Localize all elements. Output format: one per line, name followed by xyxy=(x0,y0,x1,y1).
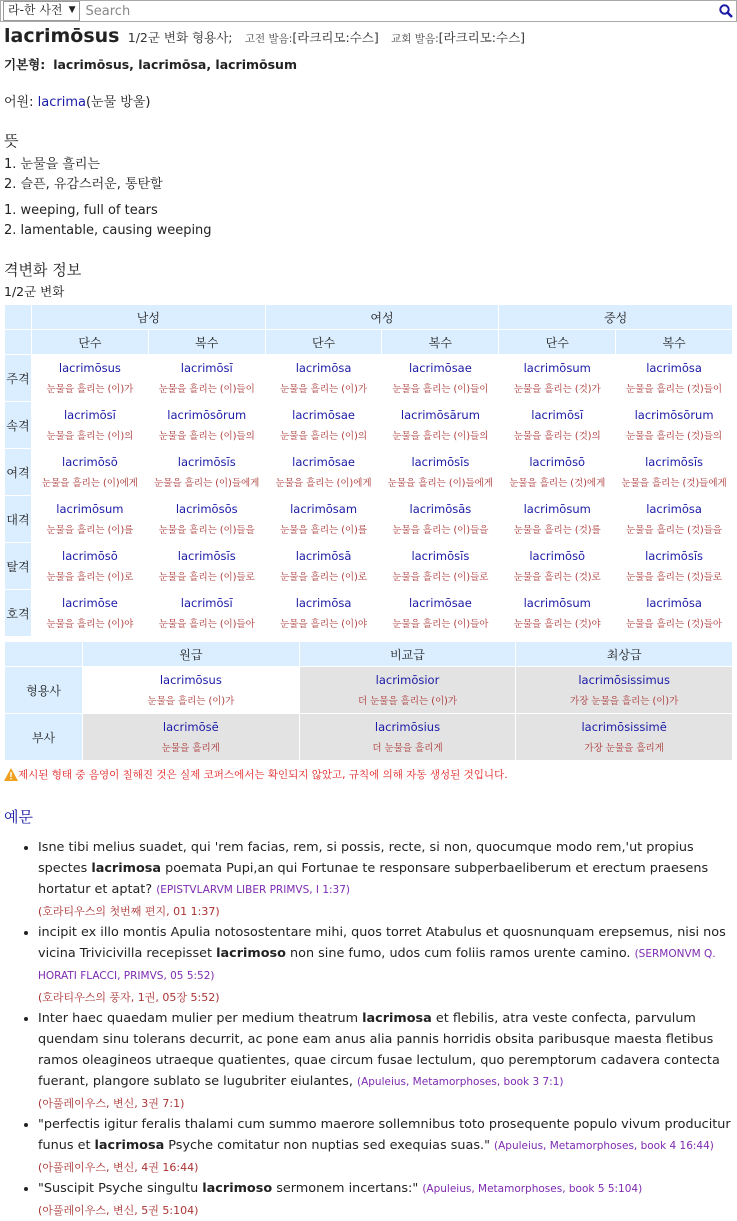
lemma: lacrimōsus xyxy=(4,25,120,47)
case-label: 호격 xyxy=(5,590,32,637)
comparison-form-link[interactable]: lacrimōsus xyxy=(159,673,222,687)
comparison-cell xyxy=(299,714,516,761)
meaning-heading: 뜻 xyxy=(4,132,19,150)
inflected-form-link[interactable]: lacrimōsī xyxy=(180,361,233,375)
comparison-cell xyxy=(83,714,300,761)
comparison-cell xyxy=(516,714,733,761)
declension-cell xyxy=(382,496,499,543)
basic-forms-label: 기본형: xyxy=(4,57,46,72)
examples-heading: 예문 xyxy=(4,808,33,826)
header-blank xyxy=(5,330,32,355)
declension-cell xyxy=(265,496,382,543)
comparison-label: 형용사 xyxy=(5,667,83,714)
example-keyword: lacrimosa xyxy=(94,1138,165,1153)
example-keyword: lacrimosa xyxy=(362,1011,432,1026)
form-meaning: 눈물을 흘리는 (이)들을 xyxy=(158,525,255,536)
example-text: "perfectis igitur feralis thalami cum summo maerore sollemnibus toto prosequente populo vivum producitur funus et xyxy=(38,1117,731,1153)
inflected-form-link[interactable]: lacrimōsīs xyxy=(177,455,236,469)
number-singular: 단수 xyxy=(265,330,382,355)
inflected-form-link[interactable]: lacrimōsa xyxy=(646,596,702,610)
form-meaning: 눈물을 흘리는 (이)야 xyxy=(280,619,367,630)
example-translation: (아풀레이우스, 변신, 3권 7:1) xyxy=(38,1097,185,1110)
declension-cell xyxy=(616,543,733,590)
comparison-form-link[interactable]: lacrimōsior xyxy=(375,673,440,687)
gender-neuter: 중성 xyxy=(499,305,733,330)
example-text: Isne tibi melius suadet, qui 'rem facias, rem, si possis, recte, si non, quocumque modo rem,'ut propius spectes xyxy=(38,840,694,876)
form-meaning: 눈물을 흘리는 (이)들아 xyxy=(392,619,489,630)
example-source-link[interactable]: (Apuleius, Metamorphoses, book 4 16:44) xyxy=(494,1140,714,1152)
gender-masculine: 남성 xyxy=(32,305,266,330)
definition-item: 2. lamentable, causing weeping xyxy=(4,223,212,238)
form-meaning: 눈물을 흘리는 (이)들아 xyxy=(158,619,255,630)
header-blank xyxy=(5,305,32,330)
number-plural: 복수 xyxy=(382,330,499,355)
declension-cell xyxy=(148,449,265,496)
inflected-form-link[interactable]: lacrimōsō xyxy=(62,549,118,563)
english-definitions xyxy=(4,201,733,241)
form-meaning: 눈물을 흘리는 (이)가 xyxy=(147,696,235,707)
dictionary-select-value: 라-한 사전 xyxy=(8,3,63,17)
declension-cell xyxy=(148,496,265,543)
church-pron-label: 교회 발음: xyxy=(391,33,439,45)
form-meaning: 눈물을 흘리는 (것)를 xyxy=(513,525,601,536)
declension-cell xyxy=(32,543,149,590)
declension-cell xyxy=(32,449,149,496)
part-of-speech: 1/2군 변화 형용사; xyxy=(127,30,233,45)
definition-item: 1. 눈물을 흘리는 xyxy=(4,157,101,172)
comparison-label: 부사 xyxy=(5,714,83,761)
comparison-row xyxy=(5,714,733,761)
example-keyword: lacrimosa xyxy=(91,861,162,876)
korean-definitions xyxy=(4,155,733,195)
declension-row xyxy=(5,355,733,402)
inflected-form-link[interactable]: lacrimōsae xyxy=(292,408,355,422)
declension-cell xyxy=(32,355,149,402)
comparison-cell xyxy=(83,667,300,714)
form-meaning: 눈물을 흘리는 (이)를 xyxy=(280,525,367,536)
declension-cell xyxy=(265,355,382,402)
declension-cell xyxy=(616,449,733,496)
declension-cell xyxy=(499,590,616,637)
form-meaning: 눈물을 흘리는 (것)가 xyxy=(513,384,601,395)
basic-forms xyxy=(4,55,733,73)
inflected-form-link[interactable]: lacrimōsī xyxy=(63,408,116,422)
form-meaning: 눈물을 흘리는 (이)의 xyxy=(280,431,367,442)
example-keyword: lacrimoso xyxy=(216,946,286,961)
example-source-link[interactable]: (EPISTVLARVM LIBER PRIMVS, I 1:37) xyxy=(156,884,351,896)
comparison-cell xyxy=(299,667,516,714)
comp-positive: 원급 xyxy=(83,642,300,667)
form-meaning: 눈물을 흘리는 (이)들의 xyxy=(392,431,489,442)
declension-cell xyxy=(265,402,382,449)
form-meaning: 눈물을 흘리는 (이)로 xyxy=(280,572,367,583)
declension-cell xyxy=(148,543,265,590)
example-translation: (아풀레이우스, 변신, 4권 16:44) xyxy=(38,1161,199,1174)
inflected-form-link[interactable]: lacrimōsae xyxy=(408,361,472,375)
example-item xyxy=(38,1114,733,1178)
form-meaning: 눈물을 흘리는 (이)들이 xyxy=(158,384,255,395)
definition-item: 1. weeping, full of tears xyxy=(4,203,158,218)
comparison-table xyxy=(4,641,733,761)
inflected-form-link[interactable]: lacrimōsum xyxy=(523,361,591,375)
declension-cell xyxy=(382,355,499,402)
inflected-form-link[interactable]: lacrimōsīs xyxy=(411,549,470,563)
inflected-form-link[interactable]: lacrimōsa xyxy=(295,361,352,375)
form-meaning: 눈물을 흘리는 (것)들을 xyxy=(626,525,723,536)
inflected-form-link[interactable]: lacrimōsōrum xyxy=(634,408,714,422)
inflected-form-link[interactable]: lacrimōsa xyxy=(295,596,352,610)
search-icon[interactable] xyxy=(716,1,736,21)
number-singular: 단수 xyxy=(32,330,149,355)
form-meaning: 눈물을 흘리는 (이)들로 xyxy=(392,572,489,583)
declension-cell xyxy=(499,496,616,543)
chevron-down-icon: ▼ xyxy=(68,5,76,15)
basic-forms-value: lacrimōsus, lacrimōsa, lacrimōsum xyxy=(53,57,297,72)
form-meaning: 눈물을 흘리는 (이)가 xyxy=(46,384,134,395)
form-meaning: 눈물을 흘리는 (것)들에게 xyxy=(621,478,727,489)
inflected-form-link[interactable]: lacrimōsus xyxy=(58,361,121,375)
case-label: 속격 xyxy=(5,402,32,449)
inflected-form-link[interactable]: lacrimōsā xyxy=(295,549,352,563)
declension-cell xyxy=(265,590,382,637)
example-text: poemata Pupi,an qui Fortunae te responsare subperbaeliberum et erectum praesens hortatur et aptat? xyxy=(38,861,709,897)
form-meaning: 눈물을 흘리는 (것)들의 xyxy=(626,431,723,442)
form-meaning: 눈물을 흘리는 (이)로 xyxy=(46,572,134,583)
inflected-form-link[interactable]: lacrimōsō xyxy=(62,455,118,469)
example-source-link[interactable]: (Apuleius, Metamorphoses, book 5 5:104) xyxy=(422,1183,643,1195)
declension-cell xyxy=(499,355,616,402)
form-meaning: 눈물을 흘리는 (이)들에게 xyxy=(154,478,260,489)
example-source-link[interactable]: (Apuleius, Metamorphoses, book 3 7:1) xyxy=(356,1076,564,1088)
gender-feminine: 여성 xyxy=(265,305,499,330)
form-meaning: 눈물을 흘리는 (것)의 xyxy=(513,431,601,442)
inflected-form-link[interactable]: lacrimōsīs xyxy=(645,549,704,563)
inflected-form-link[interactable]: lacrimōsīs xyxy=(411,455,470,469)
example-text: et flebilis, atra veste confecta, parvulum quendam sinu tolerans decurrit, ac pone eam anus alia pannis horridis obsita paribusque maesta fletibus ramos oleagineos utraeque quatientes, quae circum fusae lectulum, quo peremptorum cadavera contecta fuerant, plangore sublato se lugubriter eiulantes, xyxy=(38,1011,720,1089)
form-meaning: 더 눈물을 흘리게 xyxy=(372,743,443,754)
declension-cell xyxy=(499,402,616,449)
inflected-form-link[interactable]: lacrimōsum xyxy=(56,502,124,516)
form-meaning: 눈물을 흘리는 (이)들이 xyxy=(392,384,489,395)
form-meaning: 눈물을 흘리는 (이)에게 xyxy=(275,478,372,489)
inflected-form-link[interactable]: lacrimōsās xyxy=(409,502,472,516)
example-translation: (아풀레이우스, 변신, 5권 5:104) xyxy=(38,1204,199,1217)
form-meaning: 눈물을 흘리는 (것)들아 xyxy=(626,619,723,630)
form-meaning: 가장 눈물을 흘리게 xyxy=(584,743,664,754)
declension-body xyxy=(5,355,733,637)
declension-cell xyxy=(382,449,499,496)
declension-subheading: 1/2군 변화 xyxy=(4,284,65,299)
declension-row xyxy=(5,496,733,543)
inflected-form-link[interactable]: lacrimōsō xyxy=(529,455,586,469)
warning-icon xyxy=(4,768,18,781)
search-bar xyxy=(0,0,737,22)
example-source-link[interactable]: (SERMONVM Q. HORATI FLACCI, PRIMVS, 05 5:52) xyxy=(38,948,716,982)
comp-comparative: 비교급 xyxy=(299,642,516,667)
declension-row xyxy=(5,590,733,637)
inflected-form-link[interactable]: lacrimōsī xyxy=(180,596,233,610)
form-meaning: 눈물을 흘리는 (이)가 xyxy=(280,384,367,395)
inflected-form-link[interactable]: lacrimōsōrum xyxy=(167,408,247,422)
etymology-link[interactable]: lacrima xyxy=(37,95,86,110)
inflected-form-link[interactable]: lacrimōsae xyxy=(292,455,355,469)
comparison-form-link[interactable]: lacrimōsissimus xyxy=(578,673,670,687)
declension-cell xyxy=(265,543,382,590)
form-meaning: 눈물을 흘리는 (것)로 xyxy=(513,572,601,583)
example-translation: (호라티우스의 첫번째 편지, 01 1:37) xyxy=(38,905,220,918)
declension-cell xyxy=(265,449,382,496)
form-meaning: 눈물을 흘리는 (이)를 xyxy=(46,525,134,536)
comparison-form-link[interactable]: lacrimōsē xyxy=(162,720,219,734)
inflected-form-link[interactable]: lacrimōsae xyxy=(408,596,472,610)
comparison-row xyxy=(5,667,733,714)
declension-row xyxy=(5,543,733,590)
definition-item: 2. 슬픈, 유감스러운, 통탄할 xyxy=(4,177,163,192)
form-meaning: 눈물을 흘리는 (것)야 xyxy=(513,619,601,630)
declension-cell xyxy=(499,449,616,496)
example-translation: (호라티우스의 풍자, 1권, 05장 5:52) xyxy=(38,991,220,1004)
inflected-form-link[interactable]: lacrimōsārum xyxy=(400,408,480,422)
declension-cell xyxy=(616,402,733,449)
declension-cell xyxy=(32,402,149,449)
form-meaning: 눈물을 흘리는 (이)들에게 xyxy=(387,478,494,489)
classic-pron: [라크리모:수스] xyxy=(292,30,379,45)
declension-cell xyxy=(148,355,265,402)
declension-cell xyxy=(382,543,499,590)
number-plural: 복수 xyxy=(148,330,265,355)
declension-cell xyxy=(382,402,499,449)
form-meaning: 가장 눈물을 흘리는 (이)가 xyxy=(570,696,679,707)
comparison-cell xyxy=(516,667,733,714)
form-meaning: 눈물을 흘리는 (이)에게 xyxy=(41,478,138,489)
inflected-form-link[interactable]: lacrimōse xyxy=(62,596,118,610)
declension-cell xyxy=(499,543,616,590)
form-meaning: 눈물을 흘리는 (이)들로 xyxy=(158,572,255,583)
example-keyword: lacrimoso xyxy=(202,1181,273,1196)
example-text: non sine fumo, udos cum foliis ramos urente camino. xyxy=(285,946,635,961)
generated-forms-warning xyxy=(4,767,733,782)
form-meaning: 눈물을 흘리는 (이)들을 xyxy=(392,525,489,536)
inflected-form-link[interactable]: lacrimōsīs xyxy=(177,549,236,563)
etymology-label: 어원: xyxy=(4,95,34,110)
inflected-form-link[interactable]: lacrimōsōs xyxy=(175,502,238,516)
comparison-body xyxy=(5,667,733,761)
classic-pron-label: 고전 발음: xyxy=(244,33,293,45)
warning-text: 제시된 형태 중 음영이 칠해진 것은 실제 코퍼스에서는 확인되지 않았고, 규칙에 의해 자동 생성된 것입니다. xyxy=(18,769,508,781)
declension-cell xyxy=(616,590,733,637)
form-meaning: 눈물을 흘리게 xyxy=(161,743,220,754)
declension-cell xyxy=(32,496,149,543)
number-singular: 단수 xyxy=(499,330,616,355)
example-text: Psyche comitatur non nuptias sed exequias suas." xyxy=(164,1138,495,1153)
form-meaning: 눈물을 흘리는 (것)에게 xyxy=(509,478,606,489)
case-label: 주격 xyxy=(5,355,32,402)
form-meaning: 눈물을 흘리는 (이)들의 xyxy=(158,431,255,442)
inflected-form-link[interactable]: lacrimōsum xyxy=(523,502,591,516)
declension-cell xyxy=(148,402,265,449)
example-text: incipit ex illo montis Apulia notosostentare mihi, quos torret Atabulus et quosnunquam erepsemus, nisi nos vicina Trivicivilla recepisset xyxy=(38,925,726,961)
church-pron: [라크리모:수스] xyxy=(438,30,526,45)
example-item xyxy=(38,1008,733,1114)
inflected-form-link[interactable]: lacrimōsa xyxy=(646,361,702,375)
comparison-form-link[interactable]: lacrimōsissimē xyxy=(581,720,667,734)
comp-superlative: 최상급 xyxy=(516,642,733,667)
declension-table xyxy=(4,304,733,637)
form-meaning: 눈물을 흘리는 (것)들로 xyxy=(626,572,723,583)
example-item xyxy=(38,922,733,1008)
declension-cell xyxy=(382,590,499,637)
etymology-meaning: (눈물 방울) xyxy=(85,95,151,110)
form-meaning: 더 눈물을 흘리는 (이)가 xyxy=(357,696,458,707)
search-input[interactable]: Search xyxy=(85,3,131,19)
declension-heading: 격변화 정보 xyxy=(4,261,82,279)
headword-line xyxy=(4,24,733,51)
declension-cell xyxy=(616,355,733,402)
declension-cell xyxy=(148,590,265,637)
etymology xyxy=(4,91,733,110)
example-text: "Suscipit Psyche singultu xyxy=(38,1181,203,1196)
form-meaning: 눈물을 흘리는 (이)의 xyxy=(46,431,134,442)
inflected-form-link[interactable]: lacrimōsa xyxy=(646,502,702,516)
inflected-form-link[interactable]: lacrimōsam xyxy=(290,502,358,516)
declension-cell xyxy=(616,496,733,543)
declension-cell xyxy=(32,590,149,637)
form-meaning: 눈물을 흘리는 (것)들이 xyxy=(626,384,723,395)
case-label: 탈격 xyxy=(5,543,32,590)
example-text: Inter haec quaedam mulier per medium theatrum xyxy=(38,1011,363,1026)
declension-row xyxy=(5,402,733,449)
inflected-form-link[interactable]: lacrimōsī xyxy=(531,408,584,422)
dictionary-select[interactable] xyxy=(3,1,80,21)
case-label: 여격 xyxy=(5,449,32,496)
inflected-form-link[interactable]: lacrimōsō xyxy=(529,549,586,563)
examples-list xyxy=(4,837,733,1221)
example-item xyxy=(38,837,733,922)
comparison-form-link[interactable]: lacrimōsius xyxy=(374,720,441,734)
inflected-form-link[interactable]: lacrimōsum xyxy=(523,596,591,610)
header-blank xyxy=(5,642,83,667)
inflected-form-link[interactable]: lacrimōsīs xyxy=(645,455,704,469)
example-text: sermonem incertans:" xyxy=(272,1181,423,1196)
case-label: 대격 xyxy=(5,496,32,543)
declension-row xyxy=(5,449,733,496)
number-plural: 복수 xyxy=(616,330,733,355)
form-meaning: 눈물을 흘리는 (이)야 xyxy=(46,619,134,630)
